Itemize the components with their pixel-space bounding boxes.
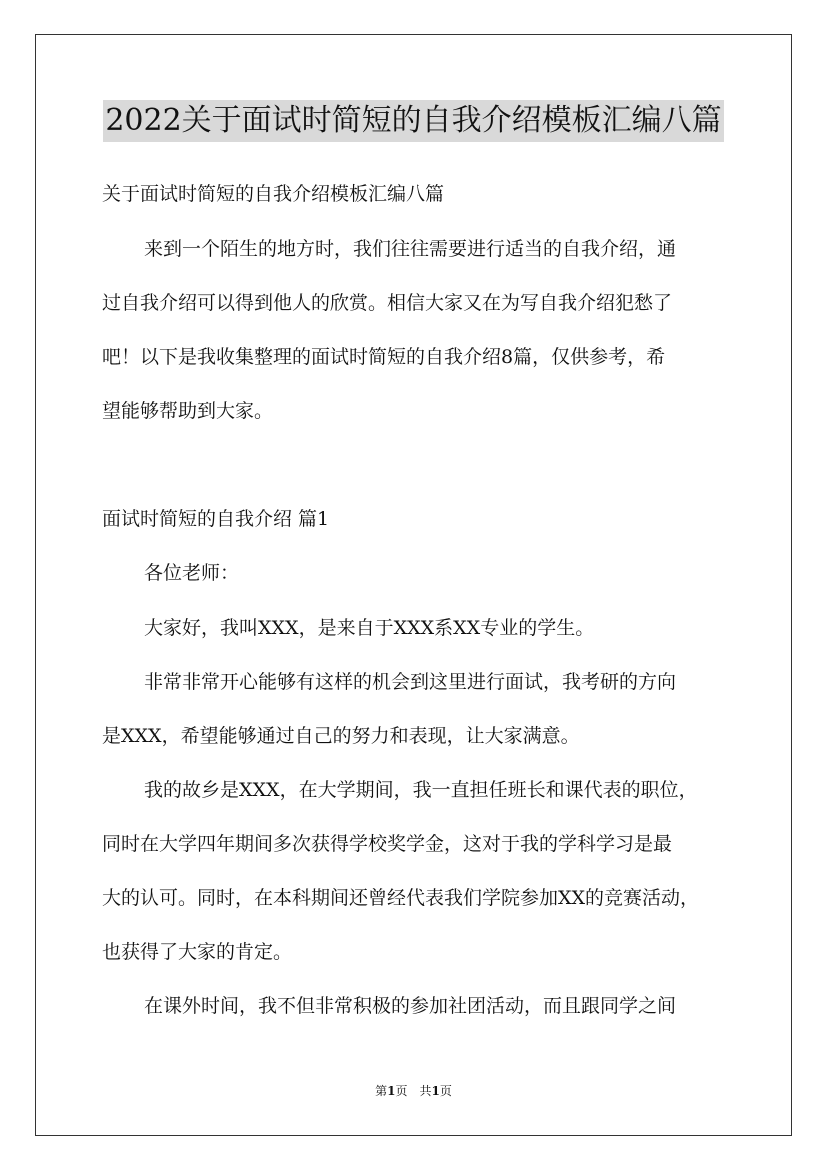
body-line: 我的故乡是XXX，在大学期间，我一直担任班长和课代表的职位， — [144, 779, 698, 801]
body-line: 非常非常开心能够有这样的机会到这里进行面试，我考研的方向 — [144, 671, 677, 693]
title-container — [0, 100, 827, 142]
footer-total-pages: 1 — [431, 1084, 440, 1098]
section-heading: 面试时简短的自我介绍 篇1 — [102, 508, 330, 530]
body-line: 同时在大学四年期间多次获得学校奖学金，这对于我的学科学习是最 — [102, 833, 673, 855]
body-line: 是XXX，希望能够通过自己的努力和表现，让大家满意。 — [102, 725, 580, 747]
body-line: 在课外时间，我不但非常积极的参加社团活动，而且跟同学之间 — [144, 995, 677, 1017]
intro-line: 吧！以下是我收集整理的面试时简短的自我介绍8篇，仅供参考，希 — [102, 346, 666, 368]
body-line: 大家好，我叫XXX，是来自于XXX系XX专业的学生。 — [144, 617, 595, 639]
page-footer — [0, 1083, 827, 1099]
body-line: 各位老师： — [144, 562, 240, 584]
document-subtitle: 关于面试时简短的自我介绍模板汇编八篇 — [102, 183, 445, 205]
footer-page-suffix: 页 — [439, 1084, 452, 1098]
footer-page-number: 1 — [387, 1084, 396, 1098]
intro-line: 来到一个陌生的地方时，我们往往需要进行适当的自我介绍，通 — [144, 238, 677, 260]
intro-line: 望能够帮助到大家。 — [102, 400, 274, 422]
footer-page-mid: 页 共 — [395, 1084, 432, 1098]
body-line: 也获得了大家的肯定。 — [102, 941, 293, 963]
intro-line: 过自我介绍可以得到他人的欣赏。相信大家又在为写自我介绍犯愁了 — [102, 292, 673, 314]
body-line: 大的认可。同时，在本科期间还曾经代表我们学院参加XX的竞赛活动， — [102, 887, 700, 909]
document-title: 2022关于面试时简短的自我介绍模板汇编八篇 — [103, 100, 723, 142]
footer-page-prefix: 第 — [375, 1084, 388, 1098]
